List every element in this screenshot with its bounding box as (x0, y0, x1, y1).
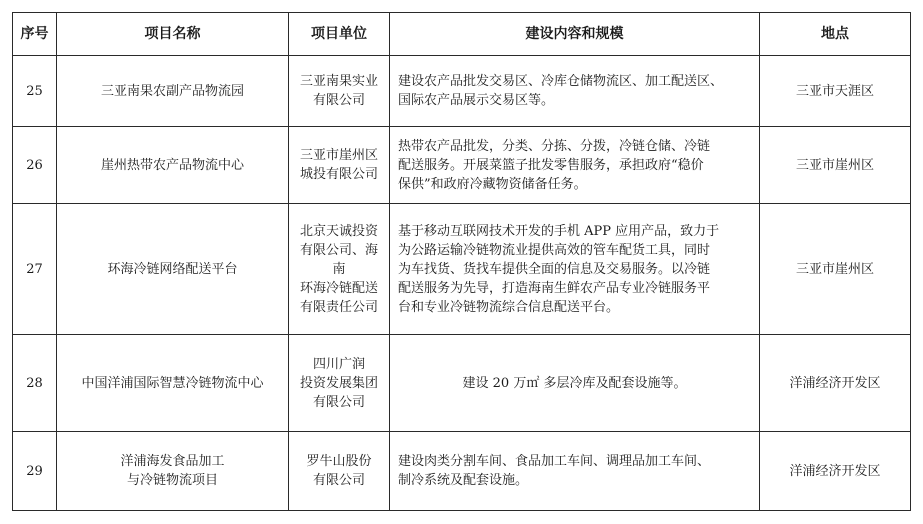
row-project-name (57, 127, 289, 204)
row-no: 26 (13, 127, 57, 204)
table-row (13, 204, 911, 335)
row-location: 洋浦经济开发区 (760, 335, 911, 432)
project-name-text: 环海冷链网络配送平台 (107, 261, 238, 277)
row-project-name (57, 56, 289, 127)
row-content (390, 127, 760, 204)
row-location: 洋浦经济开发区 (760, 432, 911, 511)
project-unit-text: 三亚市崖州区 城投有限公司 (299, 148, 378, 182)
row-project-unit (289, 127, 390, 204)
row-content (390, 204, 760, 335)
row-no: 25 (13, 56, 57, 127)
header-location: 地点 (760, 13, 911, 56)
row-content (390, 432, 760, 511)
content-text: 基于移动互联网技术开发的手机 APP 应用产品，致力于 为公路运输冷链物流业提供高效的管车配货工具，同时 为车找货、货找车提供全面的信息及交易服务。以冷链 配送服务为先导，打造海南生鲜农产品专业冷链服务平 台和专业冷链物流综合信息配送平台。 (398, 223, 720, 315)
row-location: 三亚市崖州区 (760, 204, 911, 335)
row-project-unit (289, 432, 390, 511)
row-project-name (57, 335, 289, 432)
header-project-unit: 项目单位 (289, 13, 390, 56)
row-project-name (57, 204, 289, 335)
header-no: 序号 (13, 13, 57, 56)
row-project-unit (289, 335, 390, 432)
row-content (390, 56, 760, 127)
content-text: 建设农产品批发交易区、冷库仓储物流区、加工配送区、 国际农产品展示交易区等。 (398, 74, 724, 108)
row-location: 三亚市崖州区 (760, 127, 911, 204)
row-content (390, 335, 760, 432)
project-table (12, 12, 911, 511)
project-unit-text: 四川广润 投资发展集团 有限公司 (299, 356, 378, 410)
project-name-text: 崖州热带农产品物流中心 (100, 157, 244, 173)
table-row (13, 56, 911, 127)
header-project-name: 项目名称 (57, 13, 289, 56)
row-project-name (57, 432, 289, 511)
row-no: 29 (13, 432, 57, 511)
project-unit-text: 北京天诚投资 有限公司、海南 环海冷链配送 有限责任公司 (299, 223, 378, 315)
row-no: 28 (13, 335, 57, 432)
row-project-unit (289, 56, 390, 127)
content-text: 建设肉类分割车间、食品加工车间、调理品加工车间、 制冷系统及配套设施。 (398, 454, 711, 488)
project-name-text: 三亚南果农副产品物流园 (100, 83, 244, 99)
header-content: 建设内容和规模 (390, 13, 760, 56)
table-row (13, 432, 911, 511)
row-no: 27 (13, 204, 57, 335)
content-text: 热带农产品批发，分类、分拣、分拨，冷链仓储、冷链 配送服务。开展菜篮子批发零售服务，承担政府“稳价 保供”和政府冷藏物资储备任务。 (398, 138, 711, 192)
table-row (13, 127, 911, 204)
row-project-unit (289, 204, 390, 335)
row-location: 三亚市天涯区 (760, 56, 911, 127)
project-unit-text: 三亚南果实业 有限公司 (299, 74, 378, 108)
table-header-row (13, 13, 911, 56)
table-row (13, 335, 911, 432)
project-unit-text: 罗牛山股份 有限公司 (306, 454, 372, 488)
content-text: 建设 20 万㎡ 多层冷库及配套设施等。 (462, 375, 687, 391)
project-name-text: 洋浦海发食品加工 与冷链物流项目 (120, 454, 225, 488)
project-name-text: 中国洋浦国际智慧冷链物流中心 (81, 375, 264, 391)
